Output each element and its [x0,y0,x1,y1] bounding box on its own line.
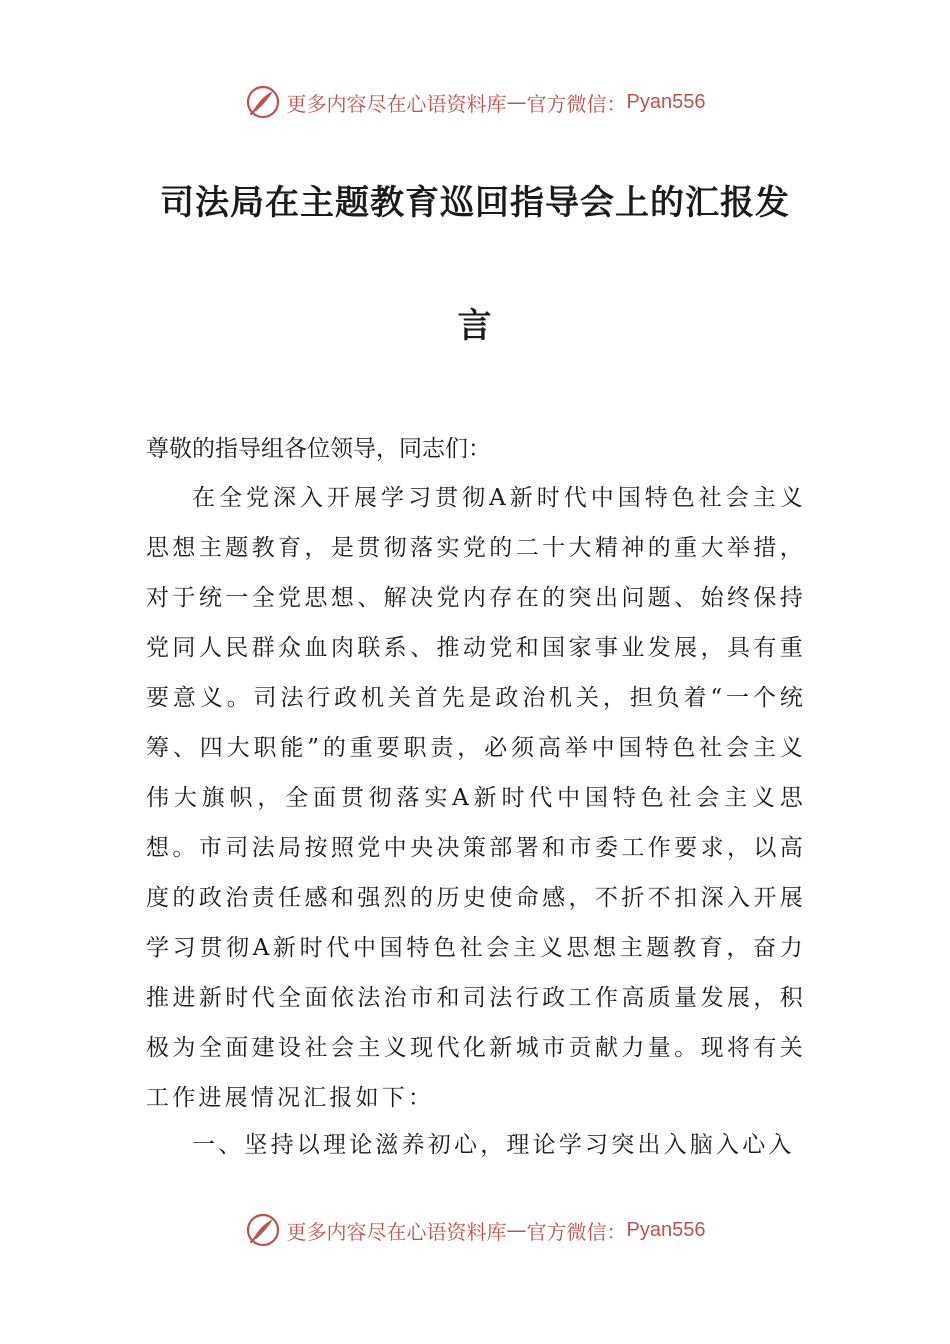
watermark-main-text: 更多内容尽在心语资料库 [286,91,507,116]
watermark-sub-text: 官方微信： [526,1219,627,1244]
salutation: 尊敬的指导组各位领导，同志们： [146,436,491,462]
watermark-sub-text: 官方微信： [526,91,627,116]
document-title-line2: 言 [457,306,493,346]
document-title-line1: 司法局在主题教育巡回指导会上的汇报发 [160,183,790,223]
header-watermark [0,82,950,122]
watermark-dash: — [506,1218,527,1242]
watermark-wechat-id: Pyan556 [626,1218,706,1241]
pen-logo-icon [245,84,281,120]
watermark-dash: — [506,90,527,114]
watermark-wechat-id: Pyan556 [626,90,706,113]
body-text [146,473,806,1123]
section-heading-1: 一、坚持以理论滋养初心，理论学习突出入脑入心入 [192,1132,795,1158]
footer-watermark [0,1210,950,1250]
watermark-main-text: 更多内容尽在心语资料库 [286,1219,507,1244]
pen-logo-icon [245,1212,281,1248]
paragraph-1: 在全党深入开展学习贯彻A新时代中国特色社会主义思想主题教育，是贯彻落实党的二十大精神的重大举措，对于统一全党思想、解决党内存在的突出问题、始终保持党同人民群众血肉联系、推动党和国家事业发展，具有重要意义。司法行政机关首先是政治机关，担负着“一个统筹、四大职能”的重要职责，必须高举中国特色社会主义伟大旗帜，全面贯彻落实A新时代中国特色社会主义思想。市司法局按照党中央决策部署和市委工作要求，以高度的政治责任感和强烈的历史使命感，不折不扣深入开展学习贯彻A新时代中国特色社会主义思想主题教育，奋力推进新时代全面依法治市和司法行政工作高质量发展，积极为全面建设社会主义现代化新城市贡献力量。现将有关工作进展情况汇报如下： [146,485,806,1111]
